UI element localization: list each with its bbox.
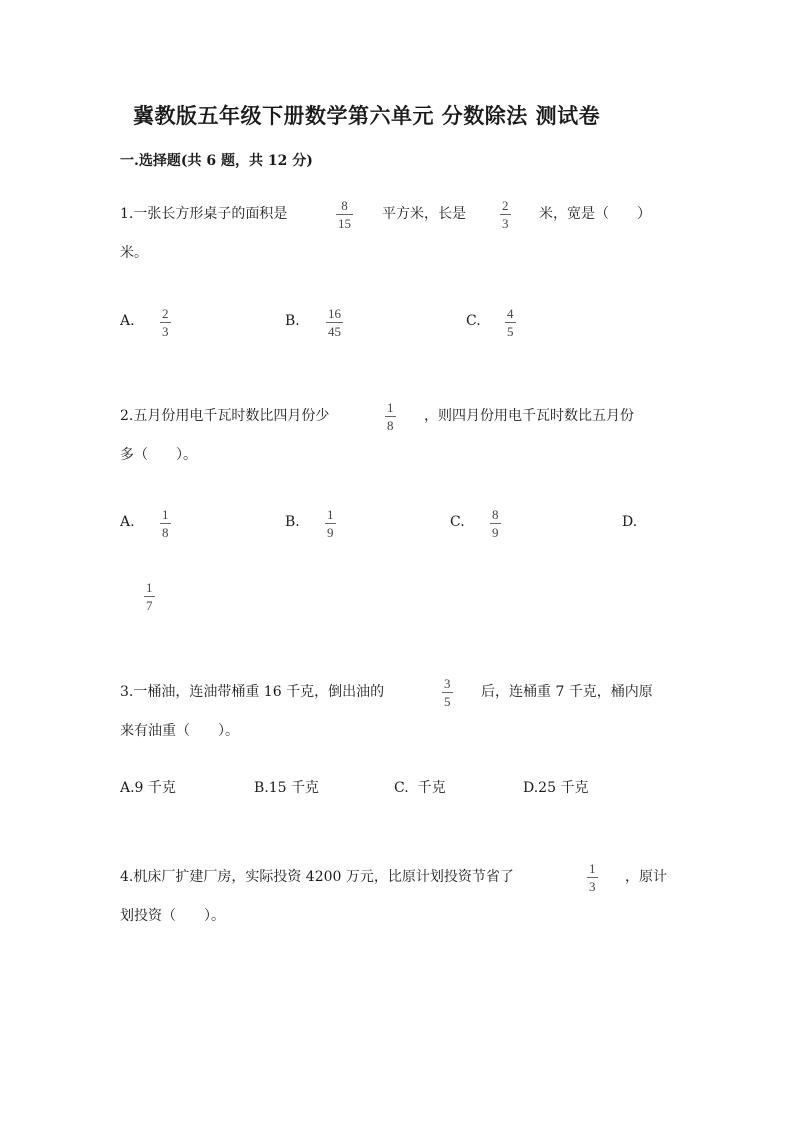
q2-option-b-label[interactable]: B.: [285, 514, 300, 530]
q2-option-c-label[interactable]: C.: [450, 514, 465, 530]
q1-option-a-numerator: 2: [162, 306, 169, 321]
q2-option-d-label[interactable]: D.: [622, 514, 638, 530]
q3-option-d[interactable]: D.25 千克: [523, 780, 589, 796]
q3-fraction-poured-denominator: 5: [444, 694, 451, 709]
q2-text-line-2: 多（ ）。: [120, 447, 197, 463]
q2-option-c-denominator: 9: [492, 525, 499, 540]
q4-fraction-saved-denominator: 3: [589, 879, 596, 894]
q1-fraction-length: [500, 199, 511, 230]
q3-option-a[interactable]: A.9 千克: [120, 780, 176, 796]
q1-text-part-2: 平方米，长是: [382, 206, 466, 222]
q1-fraction-area-numerator: 8: [341, 198, 348, 213]
q3-text-part-2: 后，连桶重 7 千克，桶内原: [481, 684, 653, 700]
q1-option-a-fraction[interactable]: [160, 307, 171, 338]
q1-fraction-area: [336, 199, 353, 230]
page-title: 冀教版五年级下册数学第六单元 分数除法 测试卷: [133, 103, 601, 128]
q2-option-d-denominator: 7: [146, 598, 153, 613]
section-header: 一.选择题(共 6 题，共 12 分): [120, 153, 313, 169]
q2-option-d-numerator: 1: [146, 580, 153, 595]
q1-option-a-label[interactable]: A.: [120, 313, 135, 329]
q2-fraction-less-denominator: 8: [387, 418, 394, 433]
q4-text-part-1: 4.机床厂扩建厂房，实际投资 4200 万元，比原计划投资节省了: [120, 869, 514, 885]
q1-fraction-length-denominator: 3: [502, 216, 509, 231]
q1-option-a-denominator: 3: [162, 324, 169, 339]
q1-text-part-1: 1.一张长方形桌子的面积是: [120, 206, 288, 222]
q2-option-a-fraction[interactable]: [160, 508, 171, 539]
q1-option-b-numerator: 16: [328, 306, 341, 321]
q2-option-d-fraction[interactable]: [144, 581, 155, 612]
q2-option-c-numerator: 8: [492, 507, 499, 522]
q1-option-c-fraction[interactable]: [505, 307, 516, 338]
q3-text-line-2: 来有油重（ ）。: [120, 723, 239, 739]
q2-fraction-less: [385, 401, 396, 432]
q2-text-part-1: 2.五月份用电千瓦时数比四月份少: [120, 408, 330, 424]
q4-text-part-2: ，原计: [625, 869, 667, 885]
q2-option-a-denominator: 8: [162, 525, 169, 540]
q4-fraction-saved-numerator: 1: [589, 861, 596, 876]
q1-option-b-label[interactable]: B.: [285, 313, 300, 329]
q3-text-part-1: 3.一桶油，连油带桶重 16 千克，倒出油的: [120, 684, 385, 700]
q1-fraction-length-numerator: 2: [502, 198, 509, 213]
q1-option-c-denominator: 5: [507, 324, 514, 339]
q1-text-part-3: 米，宽是（ ）: [539, 206, 651, 222]
q1-option-c-numerator: 4: [507, 306, 514, 321]
q2-fraction-less-numerator: 1: [387, 400, 394, 415]
q4-fraction-saved: [587, 862, 598, 893]
q1-fraction-area-denominator: 15: [338, 216, 351, 231]
q2-option-a-numerator: 1: [162, 507, 169, 522]
q1-option-b-fraction[interactable]: [326, 307, 343, 338]
q1-option-b-denominator: 45: [328, 324, 341, 339]
q1-option-c-label[interactable]: C.: [466, 313, 481, 329]
q3-fraction-poured: [442, 677, 453, 708]
q1-text-line-2: 米。: [120, 245, 148, 261]
q2-option-a-label[interactable]: A.: [120, 514, 135, 530]
q2-option-b-fraction[interactable]: [325, 508, 336, 539]
q2-option-c-fraction[interactable]: [490, 508, 501, 539]
q3-option-c[interactable]: C. 千克: [394, 780, 446, 796]
q2-option-b-numerator: 1: [327, 507, 334, 522]
q3-fraction-poured-numerator: 3: [444, 676, 451, 691]
q3-option-b[interactable]: B.15 千克: [254, 780, 320, 796]
q2-text-part-2: ，则四月份用电千瓦时数比五月份: [424, 408, 634, 424]
q4-text-line-2: 划投资（ ）。: [120, 908, 225, 924]
q2-option-b-denominator: 9: [327, 525, 334, 540]
